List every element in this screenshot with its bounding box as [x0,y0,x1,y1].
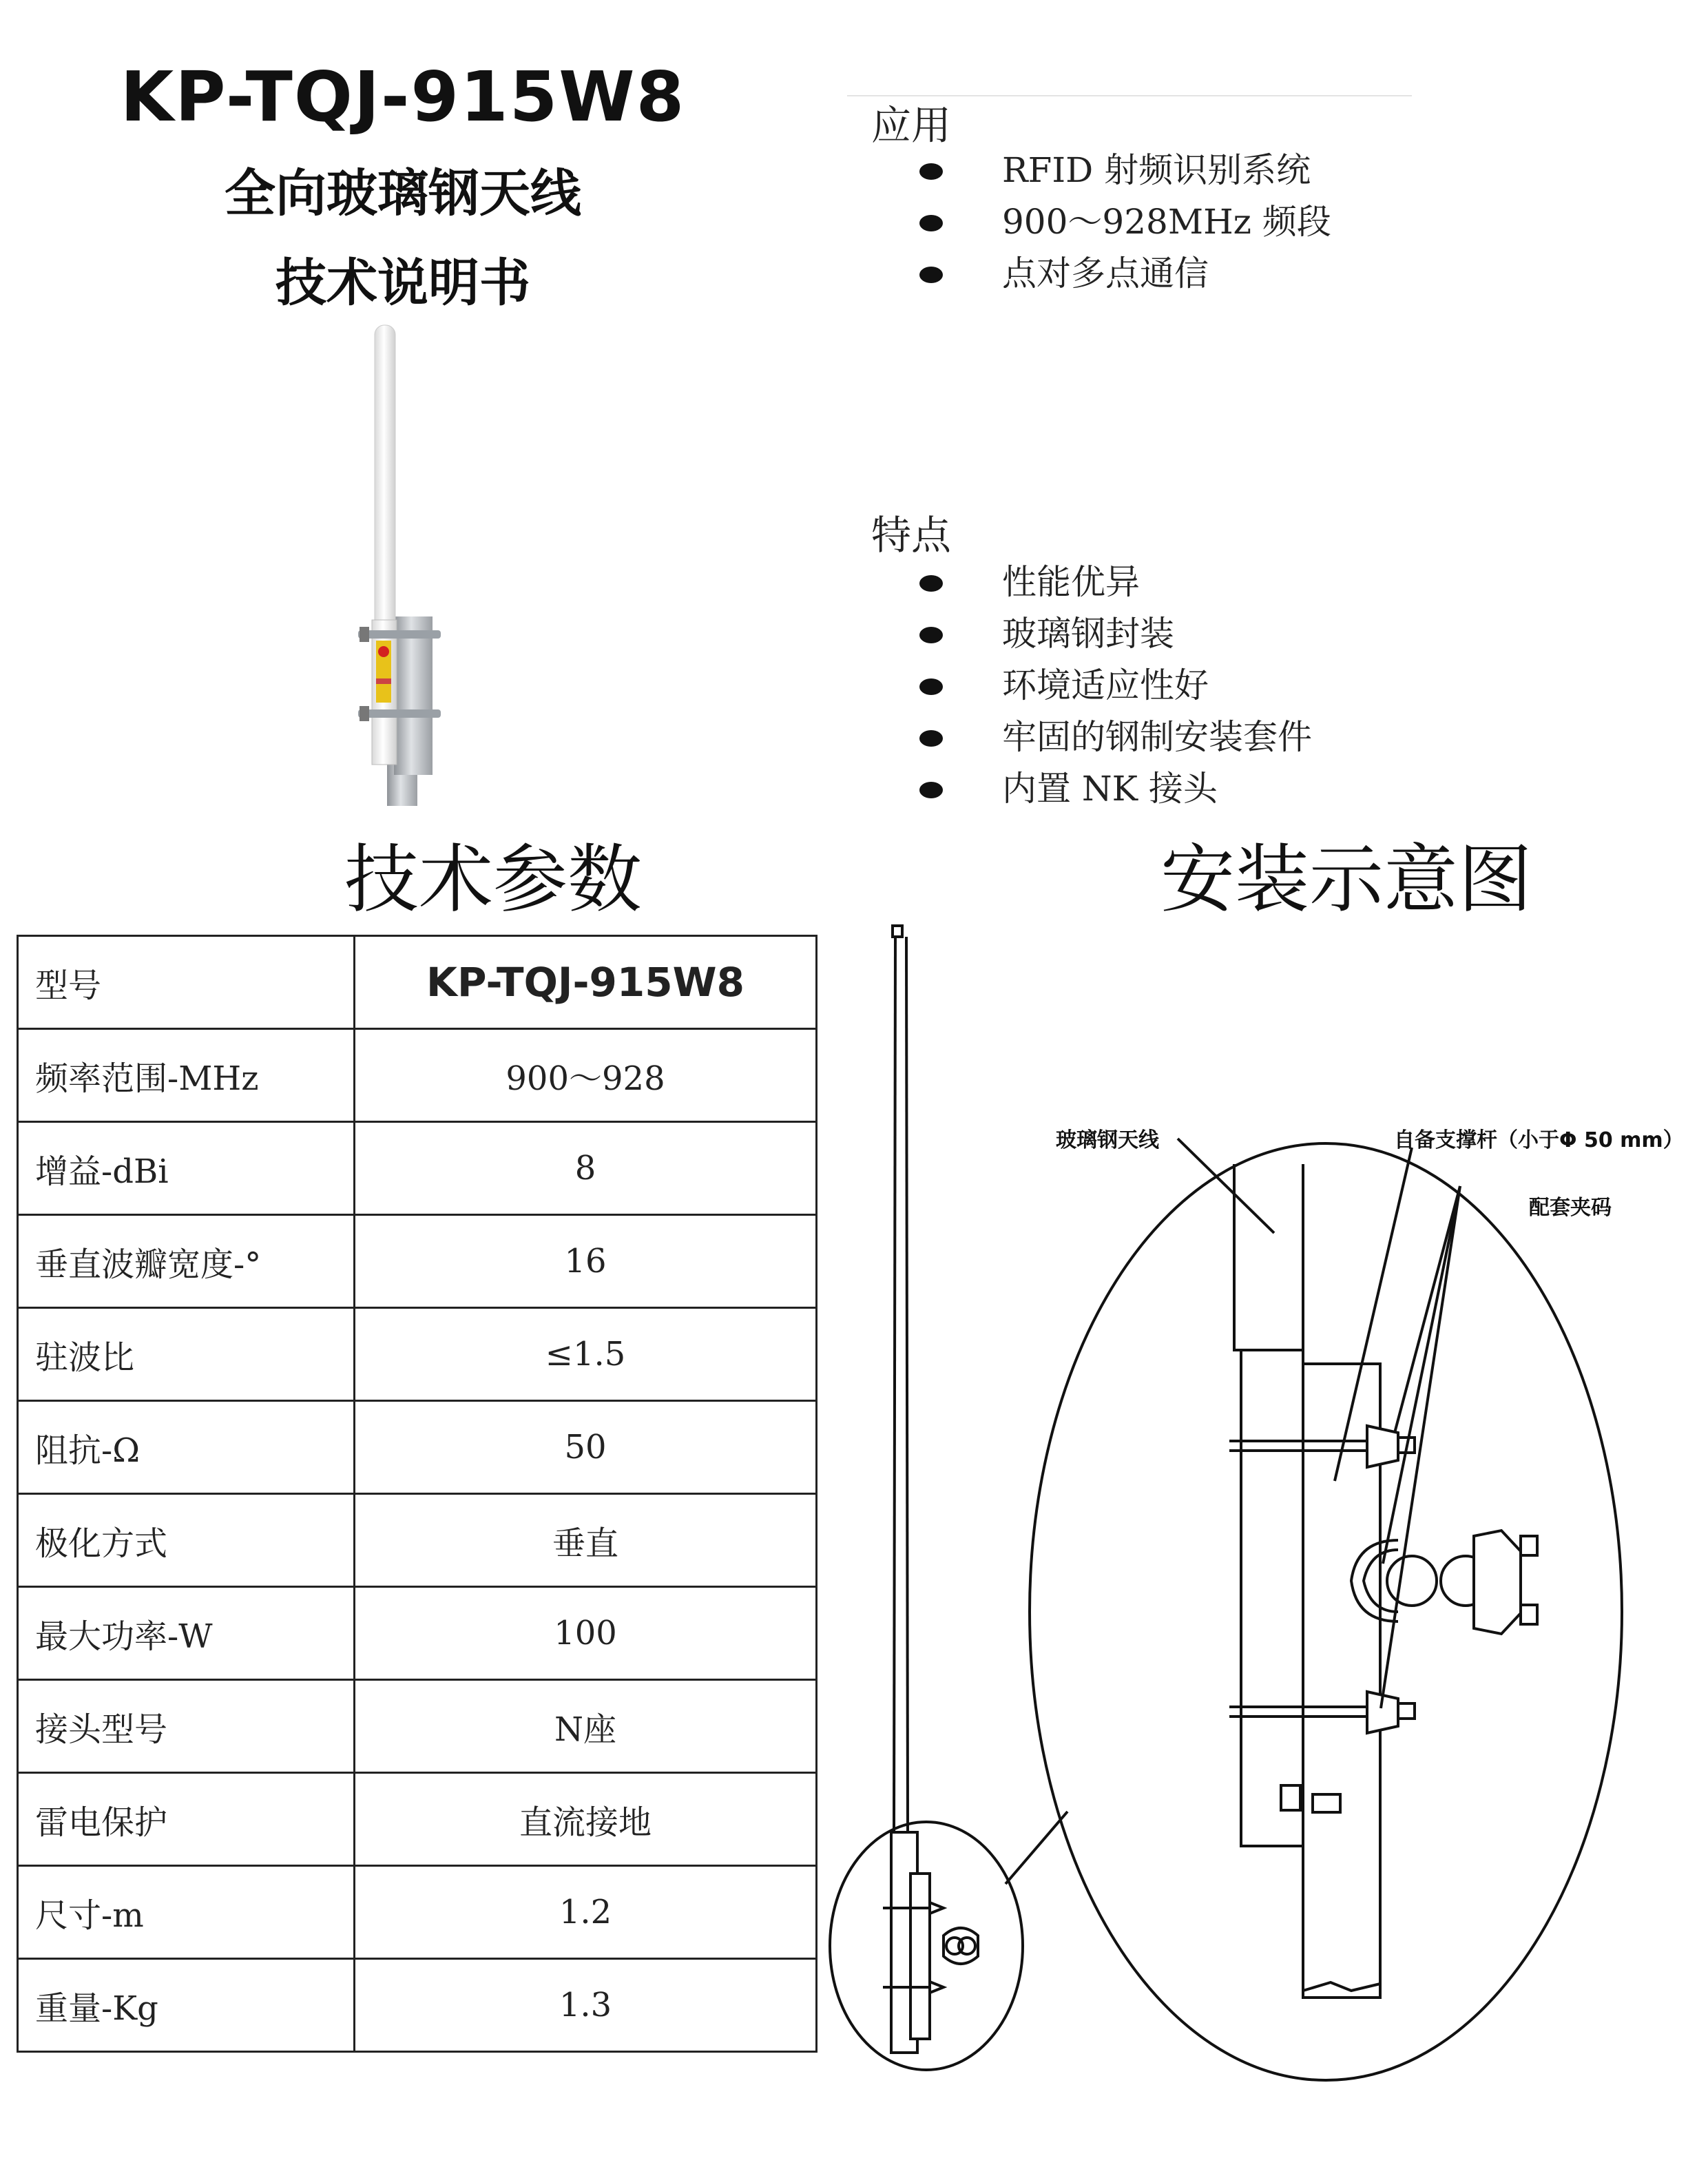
spec-label: 阻抗-Ω [18,1401,355,1494]
feature-item: 性能优异 [871,557,1312,608]
spec-value: ≤1.5 [355,1308,817,1401]
table-row [18,1866,817,1959]
features-heading: 特点 [871,512,952,559]
product-subtitle: 全向玻璃钢天线 [225,164,581,223]
spec-section-heading: 技术参数 [344,837,643,923]
install-section-heading: 安装示意图 [1160,837,1533,923]
label-fiberglass-antenna: 玻璃钢天线 [1056,1128,1159,1152]
spec-label: 尺寸-m [18,1866,355,1959]
feature-item: 玻璃钢封装 [871,608,1312,660]
feature-item: 环境适应性好 [871,660,1312,712]
spec-label: 频率范围-MHz [18,1029,355,1122]
spec-label: 型号 [18,936,355,1029]
feature-item: 牢固的钢制安装套件 [871,712,1312,763]
installation-diagram [820,916,1660,2087]
spec-value: 8 [355,1122,817,1215]
label-support-pole: 自备支撑杆（小于Φ 50 mm） [1394,1128,1684,1152]
application-item: RFID 射频识别系统 [871,145,1331,196]
application-item: 点对多点通信 [871,248,1331,300]
table-row [18,1494,817,1587]
applications-heading: 应用 [871,102,952,149]
spec-label: 增益-dBi [18,1122,355,1215]
label-mounting-clamp: 配套夹码 [1529,1196,1612,1220]
spec-value: 直流接地 [355,1773,817,1866]
table-row [18,1773,817,1866]
spec-value: 50 [355,1401,817,1494]
spec-label: 极化方式 [18,1494,355,1587]
table-row [18,936,817,1029]
table-row [18,1959,817,2052]
document-type-title: 技术说明书 [275,253,530,313]
feature-item: 内置 NK 接头 [871,763,1312,815]
product-model-title: KP-TQJ-915W8 [120,56,686,137]
spec-label: 接头型号 [18,1680,355,1773]
table-row [18,1587,817,1680]
spec-value: 1.3 [355,1959,817,2052]
spec-label: 雷电保护 [18,1773,355,1866]
spec-value: KP-TQJ-915W8 [355,936,817,1029]
applications-list [871,145,1331,300]
spec-value: 900～928 [355,1029,817,1122]
spec-value: 100 [355,1587,817,1680]
table-row [18,1680,817,1773]
spec-table [17,935,817,2053]
table-row [18,1122,817,1215]
table-row [18,1215,817,1308]
table-row [18,1308,817,1401]
spec-value: 1.2 [355,1866,817,1959]
spec-value: N座 [355,1680,817,1773]
spec-label: 垂直波瓣宽度-° [18,1215,355,1308]
spec-label: 重量-Kg [18,1959,355,2052]
spec-label: 最大功率-W [18,1587,355,1680]
spec-value: 垂直 [355,1494,817,1587]
spec-label: 驻波比 [18,1308,355,1401]
antenna-product-photo [331,317,482,806]
features-list [871,557,1312,815]
application-item: 900～928MHz 频段 [871,196,1331,248]
spec-value: 16 [355,1215,817,1308]
table-row [18,1029,817,1122]
table-row [18,1401,817,1494]
